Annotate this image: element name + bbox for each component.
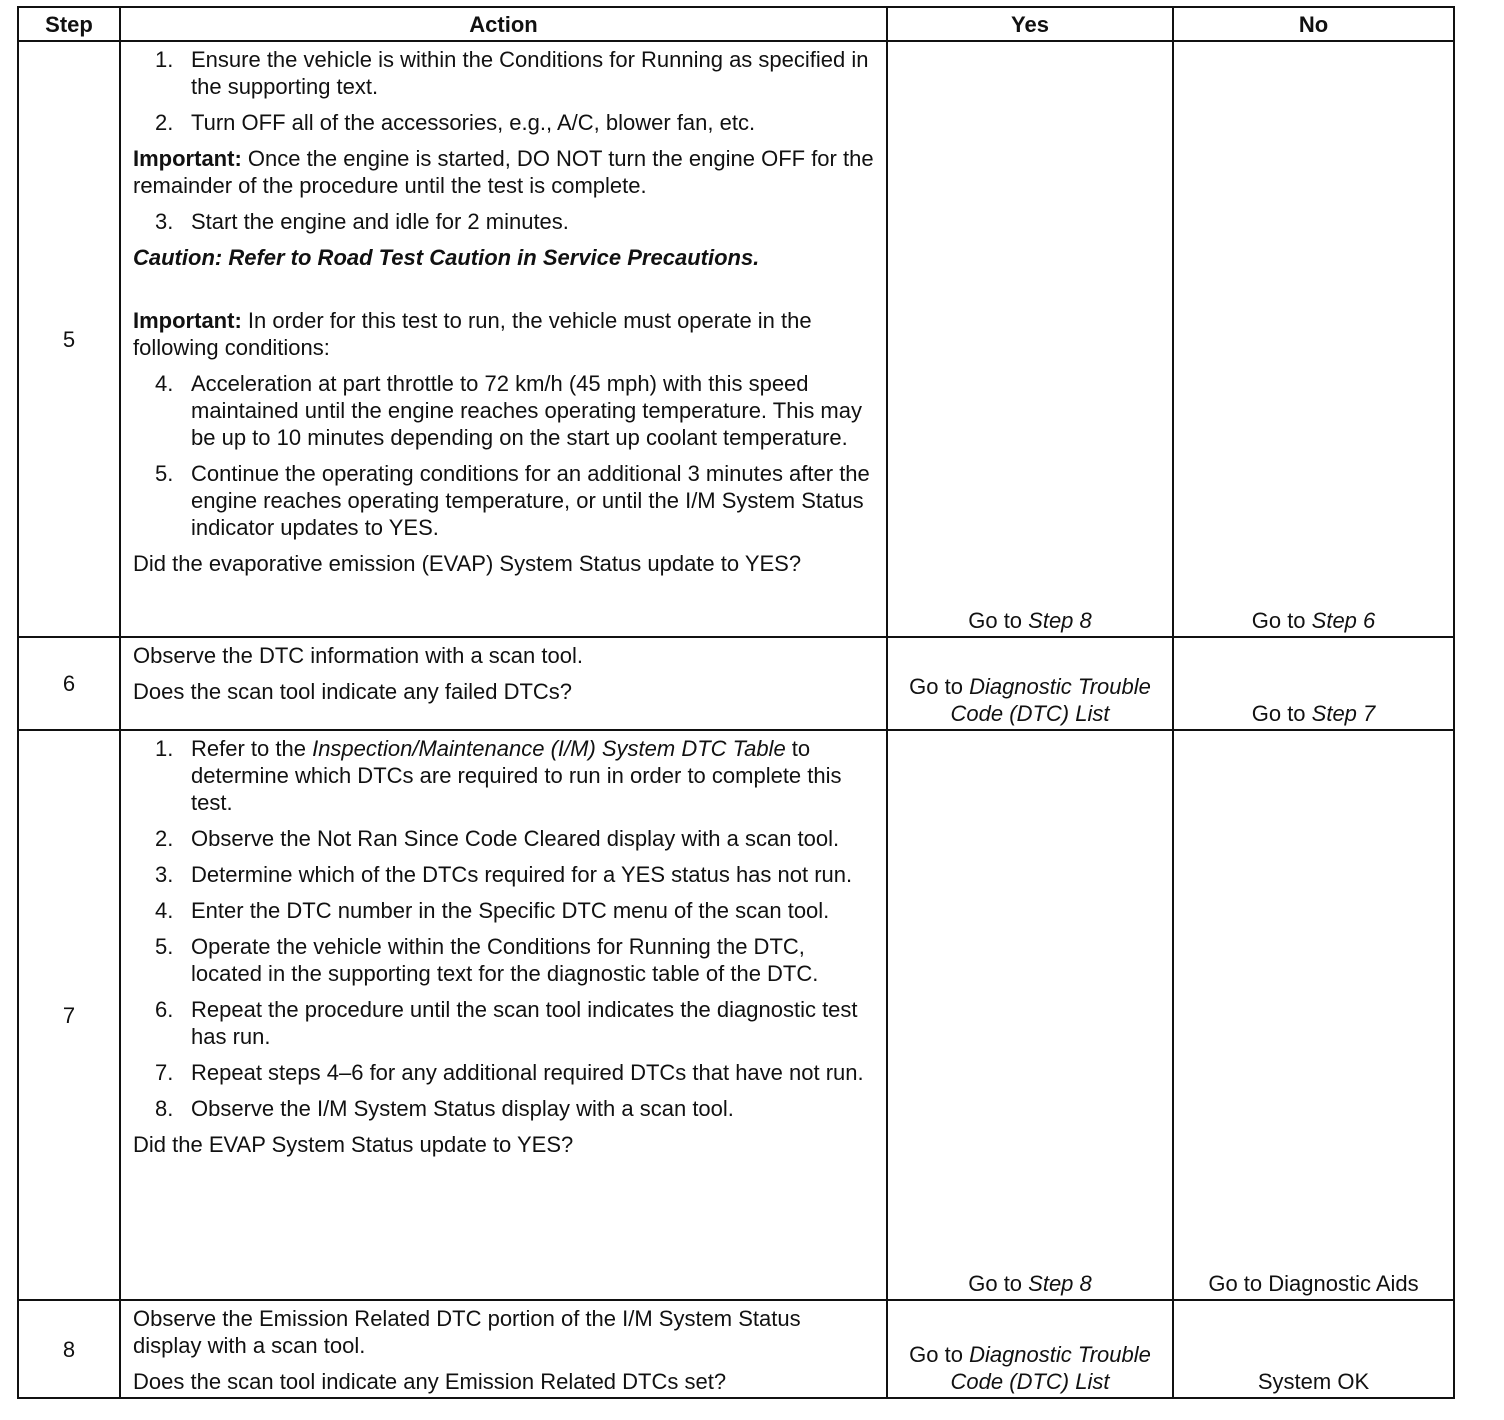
step-link[interactable]: Step 6 (1311, 608, 1376, 633)
table-row (18, 637, 1454, 730)
list-item: 1. Refer to the Inspection/Maintenance (I/M) System DTC Table to determine which DTCs are required to run in order to complete this test. (155, 736, 842, 815)
question: Did the EVAP System Status update to YES? (133, 1132, 574, 1157)
action-cell (120, 41, 887, 637)
dtc-list-link[interactable]: Diagnostic Trouble Code (DTC) List (950, 1342, 1151, 1394)
list-item: 5. Operate the vehicle within the Conditions for Running the DTC, located in the supporting text for the diagnostic table of the DTC. (155, 934, 819, 986)
action-list (133, 208, 876, 235)
list-item: 5. Continue the operating conditions for an additional 3 minutes after the engine reaches operating temperature, or until the I/M System Status indicator updates to YES. (155, 461, 870, 540)
step-number: 6 (18, 637, 120, 730)
step-link[interactable]: Step 8 (1028, 1271, 1092, 1296)
action-list (133, 370, 876, 541)
list-item: 3. Determine which of the DTCs required for a YES status has not run. (155, 862, 853, 887)
list-item: 7. Repeat steps 4–6 for any additional required DTCs that have not run. (155, 1060, 864, 1085)
step-number: 7 (18, 730, 120, 1300)
header-action: Action (120, 7, 887, 41)
important-note: Important: In order for this test to run, the vehicle must operate in the following conditions: (133, 308, 812, 360)
yes-cell[interactable]: Go to Step 8 (887, 41, 1173, 637)
important-note: Important: Once the engine is started, DO NOT turn the engine OFF for the remainder of the procedure until the test is complete. (133, 146, 874, 198)
step-number: 5 (18, 41, 120, 637)
no-cell[interactable]: Go to Step 6 (1173, 41, 1454, 637)
no-cell[interactable]: Go to Step 7 (1173, 637, 1454, 730)
header-row (18, 7, 1454, 41)
no-cell[interactable]: Go to Diagnostic Aids (1173, 730, 1454, 1300)
list-item: 1. Ensure the vehicle is within the Conditions for Running as specified in the supporting text. (155, 47, 869, 99)
table-row (18, 1300, 1454, 1398)
list-item: 8. Observe the I/M System Status display with a scan tool. (155, 1096, 734, 1121)
list-item: 6. Repeat the procedure until the scan tool indicates the diagnostic test has run. (155, 997, 858, 1049)
question: Does the scan tool indicate any failed DTCs? (133, 679, 573, 704)
question: Did the evaporative emission (EVAP) System Status update to YES? (133, 551, 802, 576)
action-cell (120, 730, 887, 1300)
table-row (18, 41, 1454, 637)
diagnostic-table (17, 6, 1455, 1399)
table-row (18, 730, 1454, 1300)
list-item: 4. Enter the DTC number in the Specific DTC menu of the scan tool. (155, 898, 830, 923)
dtc-list-link[interactable]: Diagnostic Trouble Code (DTC) List (950, 674, 1151, 726)
yes-cell[interactable]: Go to Step 8 (887, 730, 1173, 1300)
step-number: 8 (18, 1300, 120, 1398)
action-cell (120, 637, 887, 730)
yes-cell[interactable]: Go to Diagnostic Trouble Code (DTC) List (887, 637, 1173, 730)
header-yes: Yes (887, 7, 1173, 41)
yes-cell[interactable]: Go to Diagnostic Trouble Code (DTC) List (887, 1300, 1173, 1398)
list-item: 2. Turn OFF all of the accessories, e.g., A/C, blower fan, etc. (155, 110, 756, 135)
header-no: No (1173, 7, 1454, 41)
action-cell (120, 1300, 887, 1398)
no-cell: System OK (1173, 1300, 1454, 1398)
action-list (133, 46, 876, 136)
action-list (133, 735, 876, 1122)
caution-note: Caution: Refer to Road Test Caution in Service Precautions. (133, 245, 760, 270)
question: Does the scan tool indicate any Emission Related DTCs set? (133, 1369, 727, 1394)
step-link[interactable]: Step 7 (1311, 701, 1376, 726)
list-item: 3. Start the engine and idle for 2 minutes. (155, 209, 569, 234)
dtc-table-link[interactable]: Inspection/Maintenance (I/M) System DTC Table (312, 736, 786, 761)
header-step: Step (18, 7, 120, 41)
action-text: Observe the Emission Related DTC portion of the I/M System Status display with a scan tool. (133, 1306, 801, 1358)
list-item: 4. Acceleration at part throttle to 72 km/h (45 mph) with this speed maintained until the engine reaches operating temperature. This may be up to 10 minutes depending on the start up coolant temperature. (155, 371, 862, 450)
action-text: Observe the DTC information with a scan tool. (133, 643, 583, 668)
step-link[interactable]: Step 8 (1028, 608, 1092, 633)
list-item: 2. Observe the Not Ran Since Code Cleared display with a scan tool. (155, 826, 840, 851)
